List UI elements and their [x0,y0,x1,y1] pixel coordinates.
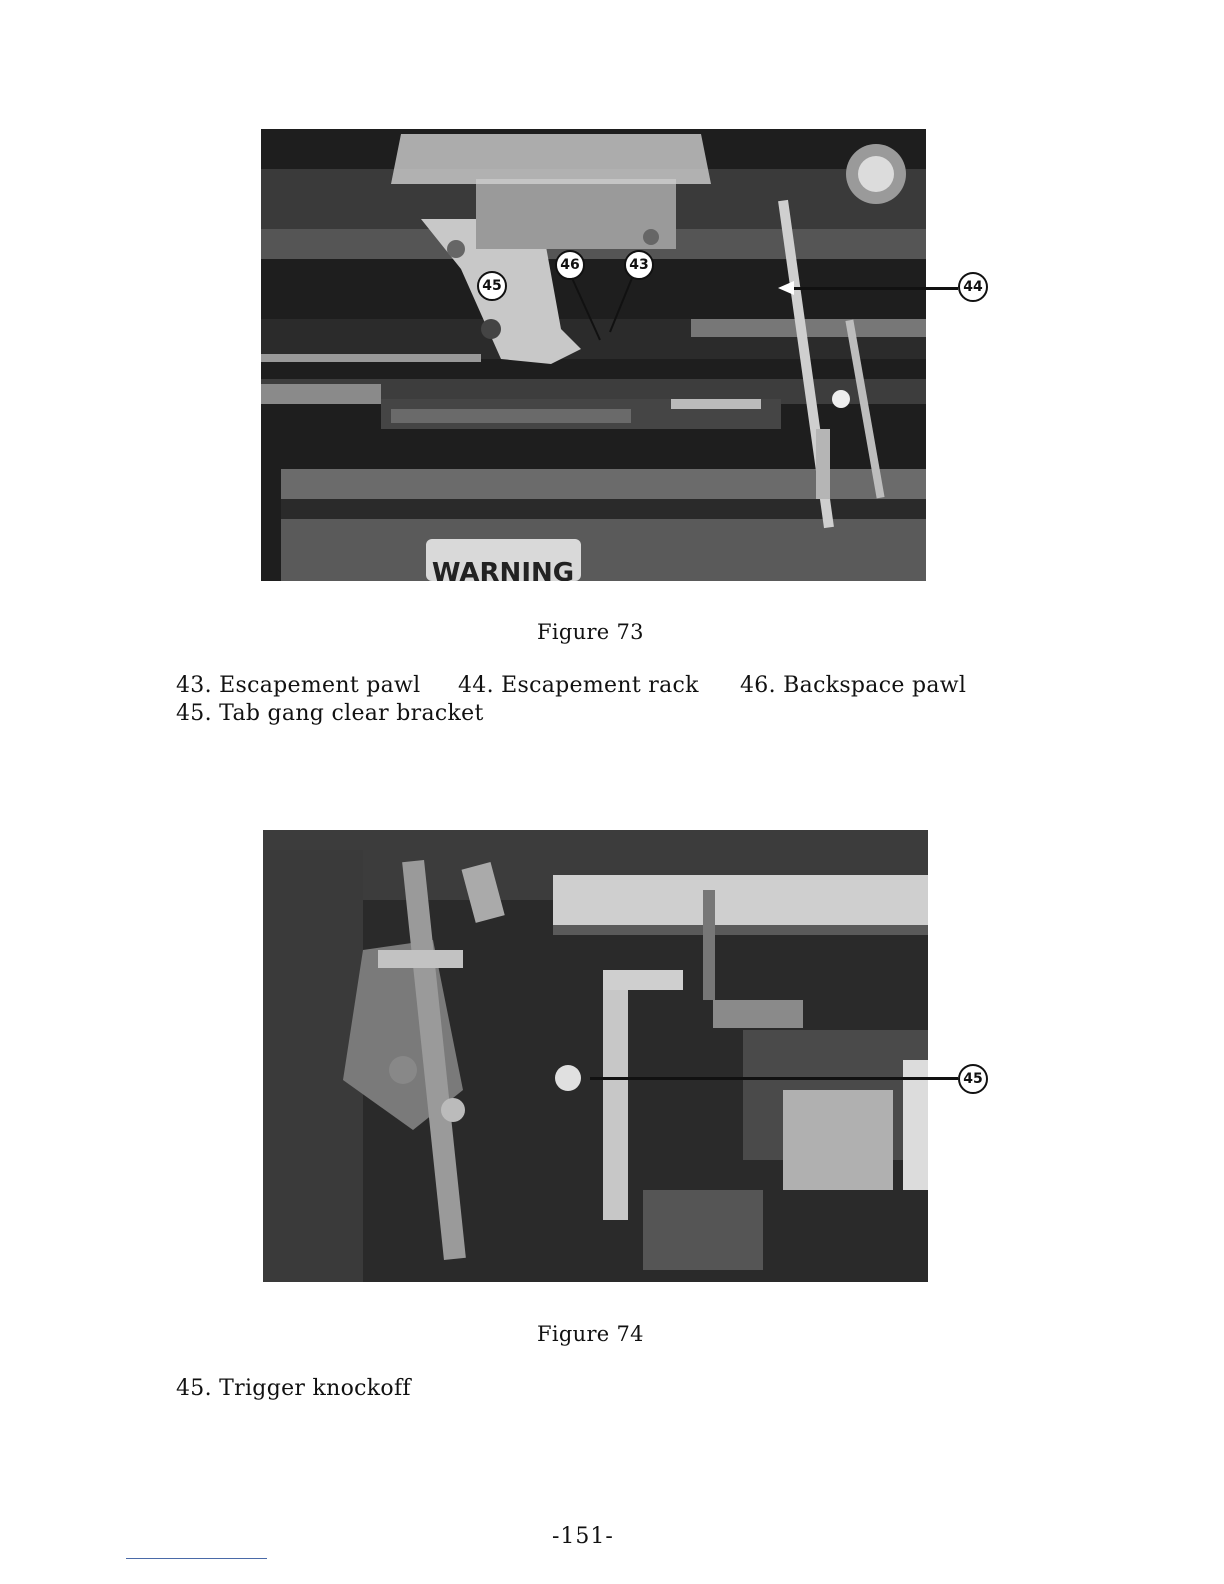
figure-74-caption: Figure 74 [537,1322,644,1346]
figure-74-photo [263,830,928,1282]
legend-45-fig74: 45. Trigger knockoff [176,1376,411,1401]
arrow-head-icon [778,281,794,295]
page-number: -151- [552,1524,614,1549]
legend-46: 46. Backspace pawl [740,673,967,698]
legend-45-fig73: 45. Tab gang clear bracket [176,701,484,726]
callout-45-fig74-leader [590,1077,958,1080]
warning-label: WARNING [431,558,575,581]
figure-73-photo [261,129,926,581]
callout-45-fig73: 45 [477,271,507,301]
legend-44: 44. Escapement rack [458,673,699,698]
callout-45-fig74: 45 [958,1064,988,1094]
legend-43: 43. Escapement pawl [176,673,421,698]
callout-44: 44 [958,272,988,302]
figure-73-caption: Figure 73 [537,620,644,644]
callout-46: 46 [555,250,585,280]
callout-43: 43 [624,250,654,280]
footer-rule [126,1558,267,1559]
callout-44-leader [790,287,958,290]
callout-43-46-leaders [560,270,640,350]
